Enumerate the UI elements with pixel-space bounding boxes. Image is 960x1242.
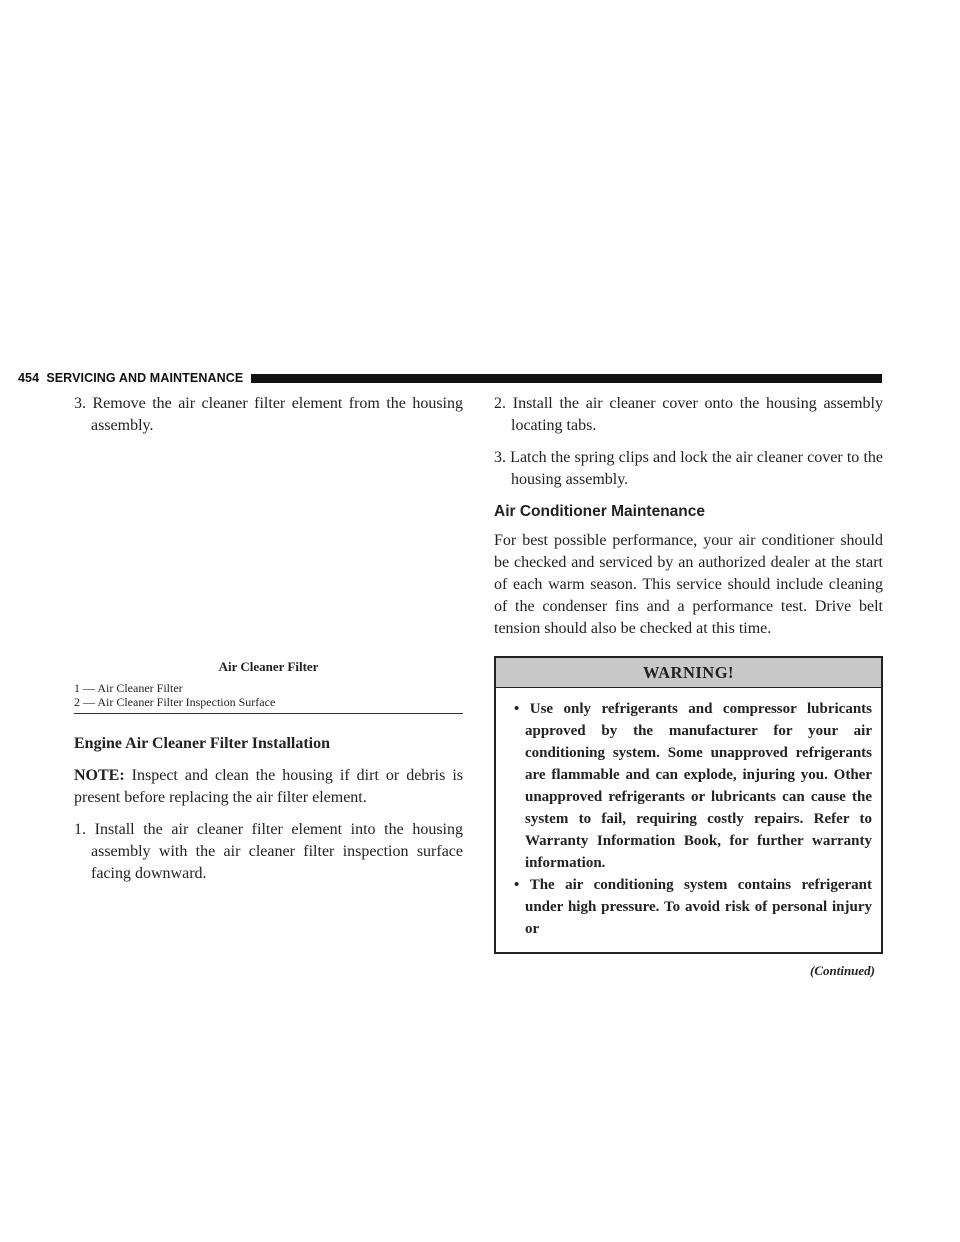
section-title: SERVICING AND MAINTENANCE — [46, 371, 244, 385]
right-column — [494, 393, 883, 979]
page-header — [18, 368, 882, 388]
warning-title: WARNING! — [496, 658, 881, 688]
legend-item-1: 1 — Air Cleaner Filter — [74, 681, 183, 695]
warning-item-text: The air conditioning system contains refrigerant under high pressure. To avoid risk of personal injury or — [525, 877, 872, 937]
continued-label: (Continued) — [809, 963, 875, 978]
note-text: Inspect and clean the housing if dirt or debris is present before replacing the air filter element. — [74, 767, 463, 806]
bullet-icon: • — [514, 701, 520, 717]
ac-maintenance-heading: Air Conditioner Maintenance — [494, 503, 705, 520]
legend-item-2: 2 — Air Cleaner Filter Inspection Surface — [74, 695, 276, 709]
install-step-3: 3. Latch the spring clips and lock the air cleaner cover to the housing assembly. — [494, 449, 883, 488]
figure-air-cleaner-filter — [74, 437, 463, 675]
figure-title: Air Cleaner Filter — [218, 659, 319, 674]
install-step-2: 2. Install the air cleaner cover onto the housing assembly locating tabs. — [494, 395, 883, 434]
warning-box — [494, 656, 883, 954]
page-header-text — [18, 371, 243, 385]
warning-item — [505, 874, 872, 940]
removal-step-3: 3. Remove the air cleaner filter element from the housing assembly. — [74, 395, 463, 434]
warning-body — [496, 688, 881, 952]
bullet-icon: • — [514, 877, 520, 893]
warning-item — [505, 698, 872, 874]
note-label: NOTE: — [74, 767, 125, 784]
installation-subheading: Engine Air Cleaner Filter Installation — [74, 735, 331, 752]
page-number: 454 — [18, 371, 40, 385]
ac-maintenance-paragraph: For best possible performance, your air conditioner should be checked and serviced by an authorized dealer at the start of each warm season. This service should include cleaning of the condenser fins and a performance test. Drive belt tension should also be checked at this time. — [494, 532, 883, 637]
figure-legend — [74, 681, 463, 714]
left-column — [74, 393, 463, 885]
header-rule — [251, 374, 882, 383]
install-step-1: 1. Install the air cleaner filter element into the housing assembly with the air cleaner filter inspection surface facing downward. — [74, 821, 463, 882]
note-paragraph — [74, 765, 463, 809]
warning-item-text: Use only refrigerants and compressor lubricants approved by the manufacturer for your air conditioning system. Some unapproved refrigerants are flammable and can explode, injuring you. Other unapproved refrigerants or lubricants can cause the system to fail, requiring costly repairs. Refer to Warranty Information Book, for further warranty information. — [525, 701, 873, 871]
